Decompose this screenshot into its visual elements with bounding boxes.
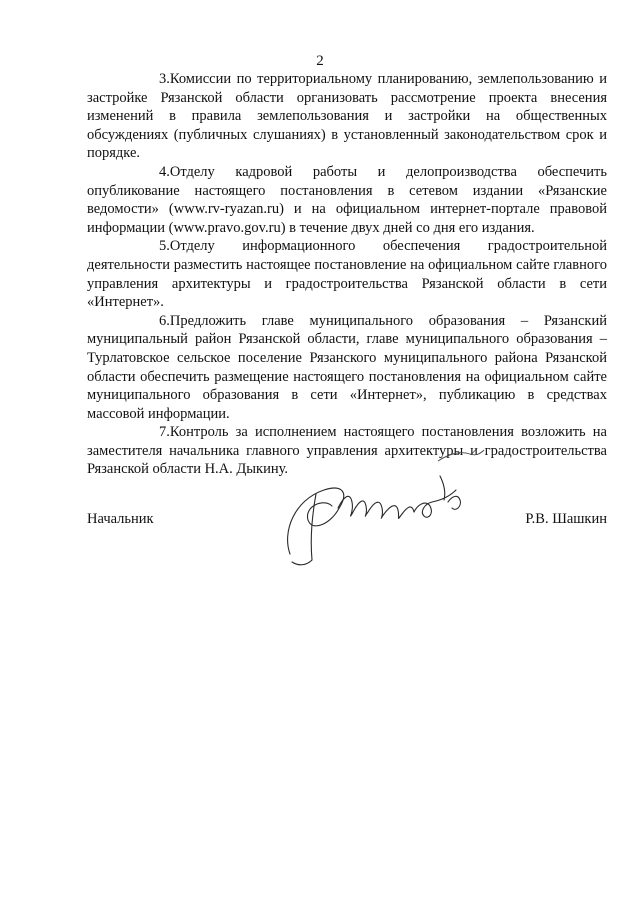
paragraph-6 [87, 312, 607, 424]
paragraph-3 [87, 70, 607, 163]
paragraph-number: 3. [159, 71, 170, 87]
paragraph-number: 7. [159, 424, 170, 441]
signatory-name: Р.В. Шашкин [525, 511, 607, 527]
paragraph-5 [87, 237, 607, 311]
paragraph-number: 5. [159, 238, 170, 255]
paragraph-number: 6. [159, 312, 170, 329]
paragraph-text: Комиссии по территориальному планированию, землепользованию и застройке Рязанской области организовать рассмотрение проекта внесения изменений в правила землепользования и застройки на общественных обсуждениях (публичных слушаниях) в установленный законодательством срок и порядке. [87, 71, 607, 162]
document-body [87, 70, 607, 479]
paragraph-4 [87, 163, 607, 237]
paragraph-text: Предложить главе муниципального образования – Рязанский муниципальный район Рязанской области, главе муниципального образования – Турлатовское сельское поселение Рязанского муниципального района Рязанской области обеспечить размещение настоящего постановления на официальном сайте муниципального образования в сети «Интернет», публикацию в средствах массовой информации. [87, 312, 607, 422]
page-number: 2 [316, 53, 324, 69]
handwritten-signature [272, 462, 482, 582]
paragraph-text: Контроль за исполнением настоящего постановления возложить на заместителя начальника главного управления архитектуры и градостроительства Рязанской области Н.А. Дыкину. [87, 424, 607, 478]
paragraph-text: Отделу кадровой работы и делопроизводства обеспечить опубликование настоящего постановления в сетевом издании «Рязанские ведомости» (www.rv-ryazan.ru) и на официальном интернет-портале правовой информации (www.pravo.gov.ru) в течение двух дней со дня его издания. [87, 163, 607, 236]
position-title: Начальник [87, 511, 154, 527]
paragraph-number: 4. [159, 163, 170, 180]
paragraph-text: Отделу информационного обеспечения градостроительной деятельности разместить настоящее постановление на официальном сайте главного управления архитектуры и градостроительства Рязанской области в сети «Интернет». [87, 238, 607, 311]
